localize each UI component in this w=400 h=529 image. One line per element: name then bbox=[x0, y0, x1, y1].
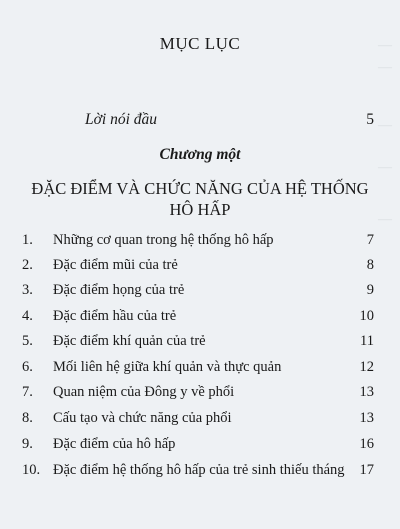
preface-page-number: 5 bbox=[366, 111, 374, 128]
entry-number: 4. bbox=[22, 308, 33, 324]
toc-entry[interactable] bbox=[0, 462, 400, 484]
entry-title: Mối liên hệ giữa khí quản và thực quản bbox=[53, 359, 282, 375]
bleed-through-mark: — bbox=[378, 160, 392, 175]
chapter-title bbox=[0, 178, 400, 220]
entry-page-number: 13 bbox=[359, 410, 374, 426]
entry-title: Đặc điểm mũi của trẻ bbox=[53, 257, 178, 273]
toc-entry[interactable] bbox=[0, 282, 400, 304]
entry-title: Đặc điểm hầu của trẻ bbox=[53, 308, 177, 324]
toc-entry[interactable] bbox=[0, 410, 400, 432]
entry-title: Quan niệm của Đông y về phổi bbox=[53, 384, 235, 400]
bleed-through-mark: — bbox=[378, 60, 392, 75]
bleed-through-mark: — bbox=[378, 38, 392, 53]
toc-entry-preface[interactable] bbox=[85, 111, 374, 129]
bleed-through-mark: — bbox=[378, 212, 392, 227]
chapter-title-line-1: ĐẶC ĐIỂM VÀ CHỨC NĂNG CỦA HỆ THỐNG bbox=[31, 179, 369, 198]
entry-title: Đặc điểm hệ thống hô hấp của trẻ sinh thiếu tháng bbox=[53, 462, 345, 478]
entry-number: 3. bbox=[22, 282, 33, 298]
toc-entry[interactable] bbox=[0, 333, 400, 355]
entry-title: Đặc điểm của hô hấp bbox=[53, 436, 176, 452]
entry-title: Đặc điểm họng của trẻ bbox=[53, 282, 185, 298]
entry-page-number: 9 bbox=[366, 282, 374, 298]
entry-title: Những cơ quan trong hệ thống hô hấp bbox=[53, 232, 274, 248]
toc-entry[interactable] bbox=[0, 232, 400, 254]
entry-number: 10. bbox=[22, 462, 41, 478]
entry-number: 8. bbox=[22, 410, 33, 426]
chapter-title-line-2: HÔ HẤP bbox=[169, 200, 231, 219]
entry-page-number: 17 bbox=[359, 462, 374, 478]
entry-number: 5. bbox=[22, 333, 33, 349]
entry-page-number: 10 bbox=[359, 308, 374, 324]
entry-page-number: 8 bbox=[366, 257, 374, 273]
bleed-through-mark: — bbox=[378, 118, 392, 133]
chapter-label: Chương một bbox=[159, 146, 241, 163]
entry-number: 6. bbox=[22, 359, 33, 375]
preface-label: Lời nói đầu bbox=[85, 111, 158, 128]
entry-page-number: 11 bbox=[360, 333, 374, 349]
entry-title: Đặc điểm khí quản của trẻ bbox=[53, 333, 206, 349]
toc-entry[interactable] bbox=[0, 384, 400, 406]
toc-entry[interactable] bbox=[0, 257, 400, 279]
entry-number: 1. bbox=[22, 232, 33, 248]
entry-page-number: 7 bbox=[366, 232, 374, 248]
toc-heading: MỤC LỤC bbox=[159, 34, 241, 53]
toc-entry[interactable] bbox=[0, 359, 400, 381]
entry-number: 7. bbox=[22, 384, 33, 400]
entry-title: Cấu tạo và chức năng của phổi bbox=[53, 410, 232, 426]
toc-entry[interactable] bbox=[0, 308, 400, 330]
entry-page-number: 16 bbox=[359, 436, 374, 452]
entry-page-number: 12 bbox=[359, 359, 374, 375]
toc-entry[interactable] bbox=[0, 436, 400, 458]
entry-number: 9. bbox=[22, 436, 33, 452]
entry-number: 2. bbox=[22, 257, 33, 273]
entry-page-number: 13 bbox=[359, 384, 374, 400]
